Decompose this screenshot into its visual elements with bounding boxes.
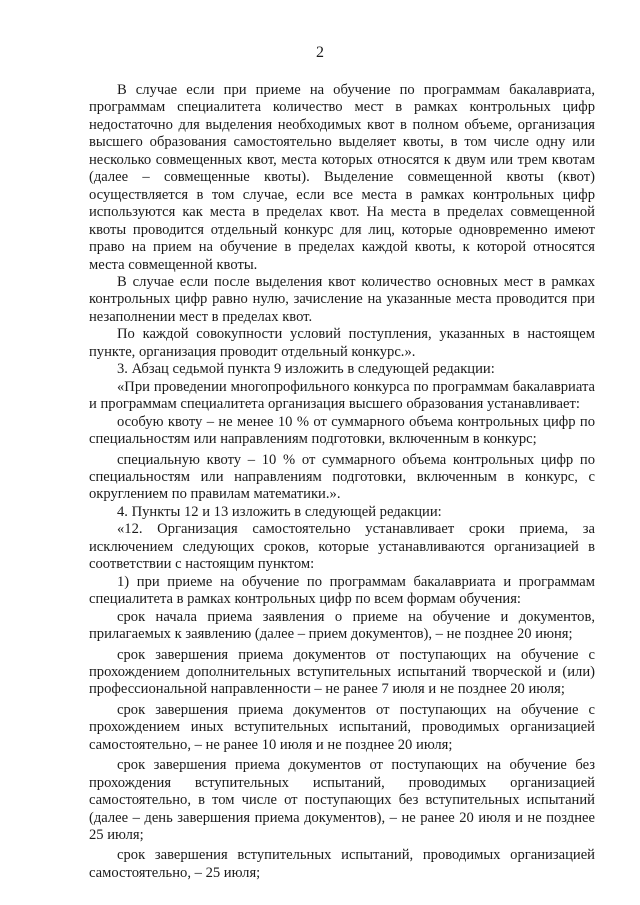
- paragraph-targeted-quota: специальную квоту – 10 % от суммарного объема контрольных цифр по специальностям или направлениям подготовки, включенным в конкурс, с округлением по правилам математики.».: [89, 451, 595, 503]
- paragraph-item-12: «12. Организация самостоятельно устанавливает сроки приема, за исключением следующих сроков, которые устанавливаются организацией в соответствии с настоящим пунктом:: [89, 521, 595, 573]
- paragraph-special-quota: особую квоту – не менее 10 % от суммарного объема контрольных цифр по специальностям или направлениям подготовки, включенным в конкурс;: [89, 413, 595, 448]
- paragraph-quota-allocation: В случае если при приеме на обучение по программам бакалавриата, программам специалитета количество мест в рамках контрольных цифр недостаточно для выделения необходимых квот в полном объеме, организация высшего образования самостоятельно выделяет квоты, в том числе одну или несколько совмещенных квот, места которых относятся к двум или трем квотам (далее – совмещенные квоты). Выделение совмещенной квоты (квот) осуществляется в том случае, если все места в рамках контрольных цифр используются как места в пределах квот. На места в пределах совмещенной квоты проводится отдельный конкурс для лиц, которые одновременно имеют право на прием на обучение в пределах каждой квоты, к которой относятся места совмещенной квоты.: [89, 82, 595, 273]
- paragraph-separate-competition: По каждой совокупности условий поступления, указанных в настоящем пункте, организация проводит отдельный конкурс.».: [89, 326, 595, 360]
- page-number: 2: [316, 44, 324, 61]
- paragraph-zero-main-places: В случае если после выделения квот количество основных мест в рамках контрольных цифр равно нулю, зачисление на указанные места проводится при незаполнении мест в пределах квот.: [89, 273, 595, 325]
- paragraph-start-of-admission: срок начала приема заявления о приеме на обучение и документов, прилагаемых к заявлению (далее – прием документов), – не позднее 20 июня;: [89, 608, 595, 643]
- paragraph-end-of-tests: срок завершения вступительных испытаний, проводимых организацией самостоятельно, – 25 июля;: [89, 847, 595, 881]
- document-body: [89, 82, 595, 882]
- paragraph-item-3: 3. Абзац седьмой пункта 9 изложить в следующей редакции:: [117, 361, 495, 378]
- paragraph-deadline-without-tests: срок завершения приема документов от поступающих на обучение без прохождения вступительных испытаний, проводимых организацией самостоятельно, в том числе от поступающих без вступительных испытаний (далее – день завершения приема документов), – не ранее 20 июля и не позднее 25 июля;: [89, 757, 595, 844]
- paragraph-subitem-1: 1) при приеме на обучение по программам бакалавриата и программам специалитета в рамках контрольных цифр по всем формам обучения:: [89, 573, 595, 608]
- paragraph-item-4: 4. Пункты 12 и 13 изложить в следующей редакции:: [117, 503, 442, 520]
- paragraph-deadline-other-tests: срок завершения приема документов от поступающих на обучение с прохождением иных вступительных испытаний, проводимых организацией самостоятельно, – не ранее 10 июля и не позднее 20 июля;: [89, 701, 595, 753]
- paragraph-multiprofile-contest: «При проведении многопрофильного конкурса по программам бакалавриата и программам специалитета организация высшего образования устанавливает:: [89, 378, 595, 413]
- paragraph-deadline-creative-tests: срок завершения приема документов от поступающих на обучение с прохождением дополнительных вступительных испытаний творческой и (или) профессиональной направленности – не ранее 7 июля и не позднее 20 июля;: [89, 646, 595, 698]
